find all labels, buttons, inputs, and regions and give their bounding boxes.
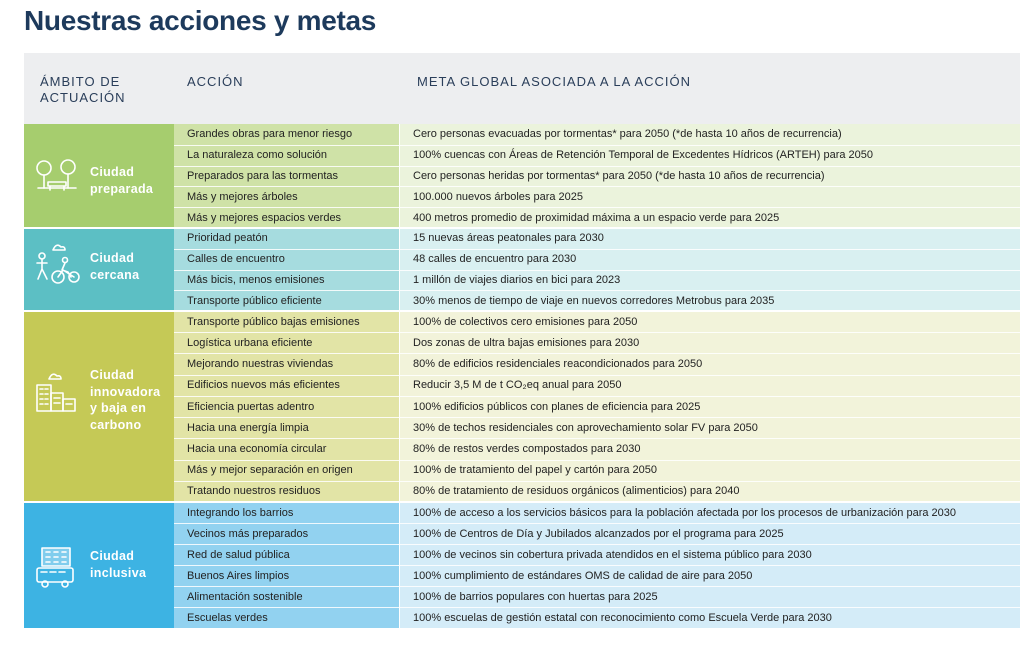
action-cell: Más bicis, menos emisiones — [187, 273, 325, 286]
row-divider — [174, 290, 1020, 291]
column-divider — [399, 502, 400, 628]
meta-cell: 80% de restos verdes compostados para 2030 — [413, 442, 641, 455]
table-row — [174, 270, 1020, 290]
table-row — [174, 418, 1020, 438]
table-row — [174, 460, 1020, 480]
header-ambito: ÁMBITO DE ACTUACIÓN — [40, 74, 126, 105]
meta-cell: 100% de acceso a los servicios básicos para la población afectada por los procesos de urbanización para 2030 — [413, 506, 957, 519]
meta-cell: 100% de vecinos sin cobertura privada atendidos en el sistema público para 2030 — [413, 548, 812, 561]
meta-cell: 100% de Centros de Día y Jubilados alcanzados por el programa para 2025 — [413, 527, 784, 540]
action-cell: Tratando nuestros residuos — [187, 485, 321, 498]
meta-cell: 100% edificios públicos con planes de eficiencia para 2025 — [413, 400, 701, 413]
group-label: Ciudad preparada — [90, 165, 154, 196]
action-cell: Prioridad peatón — [187, 232, 268, 245]
meta-cell: 15 nuevas áreas peatonales para 2030 — [413, 232, 604, 245]
row-divider — [174, 396, 1020, 397]
action-cell: Alimentación sostenible — [187, 590, 303, 603]
column-divider — [399, 311, 400, 502]
action-cell: La naturaleza como solución — [187, 149, 328, 162]
header-meta: META GLOBAL ASOCIADA A LA ACCIÓN — [417, 74, 692, 89]
trees-bench-icon — [34, 158, 80, 203]
table-row — [174, 208, 1020, 228]
meta-cell: 48 calles de encuentro para 2030 — [413, 253, 577, 266]
row-divider — [174, 186, 1020, 187]
meta-cell: Dos zonas de ultra bajas emisiones para 2030 — [413, 336, 640, 349]
table-row — [174, 145, 1020, 165]
meta-cell: 30% de techos residenciales con aprovechamiento solar FV para 2050 — [413, 421, 758, 434]
action-cell: Transporte público eficiente — [187, 294, 322, 307]
header-accion: ACCIÓN — [187, 74, 244, 89]
group-side-cell — [24, 311, 174, 502]
group-side-cell — [24, 228, 174, 311]
row-divider — [174, 332, 1020, 333]
table-row — [174, 524, 1020, 544]
row-divider — [174, 375, 1020, 376]
table-row — [174, 545, 1020, 565]
row-divider — [174, 586, 1020, 587]
group-label: Ciudad cercana — [90, 251, 140, 282]
action-cell: Red de salud pública — [187, 548, 290, 561]
meta-cell: 100% cuencas con Áreas de Retención Temporal de Excedentes Hídricos (ARTEH) para 2050 — [413, 149, 874, 162]
meta-cell: 100% escuelas de gestión estatal con reconocimiento como Escuela Verde para 2030 — [413, 611, 832, 624]
meta-cell: 100.000 nuevos árboles para 2025 — [413, 190, 584, 203]
action-cell: Vecinos más preparados — [187, 527, 309, 540]
table-row — [174, 503, 1020, 523]
row-divider — [174, 565, 1020, 566]
group-side-cell — [24, 124, 174, 228]
meta-cell: 1 millón de viajes diarios en bici para 2023 — [413, 273, 621, 286]
table-row — [174, 228, 1020, 248]
row-divider — [174, 249, 1020, 250]
action-cell: Calles de encuentro — [187, 253, 285, 266]
buildings-icon — [34, 371, 80, 420]
table-row — [174, 439, 1020, 459]
row-divider — [174, 438, 1020, 439]
group-separator — [24, 227, 1020, 229]
column-divider — [399, 228, 400, 311]
table-row — [174, 375, 1020, 395]
action-cell: Edificios nuevos más eficientes — [187, 379, 340, 392]
action-cell: Hacia una energía limpia — [187, 421, 309, 434]
action-cell: Buenos Aires limpios — [187, 569, 290, 582]
meta-cell: 100% de colectivos cero emisiones para 2050 — [413, 315, 638, 328]
group-2 — [24, 228, 1020, 311]
row-divider — [174, 145, 1020, 146]
meta-cell: 80% de tratamiento de residuos orgánicos (alimenticios) para 2040 — [413, 485, 740, 498]
meta-cell: 80% de edificios residenciales reacondicionados para 2050 — [413, 358, 703, 371]
action-cell: Escuelas verdes — [187, 611, 268, 624]
table-row — [174, 187, 1020, 207]
action-cell: Más y mejor separación en origen — [187, 464, 353, 477]
row-divider — [174, 523, 1020, 524]
page-title: Nuestras acciones y metas — [24, 5, 377, 36]
action-cell: Preparados para las tormentas — [187, 170, 339, 182]
action-cell: Más y mejores espacios verdes — [187, 211, 342, 224]
action-cell: Grandes obras para menor riesgo — [187, 128, 353, 141]
action-cell: Hacia una economía circular — [187, 442, 327, 455]
action-cell: Transporte público bajas emisiones — [187, 315, 360, 328]
row-divider — [174, 417, 1020, 418]
table-row — [174, 354, 1020, 374]
table-row — [174, 166, 1020, 186]
table-row — [174, 124, 1020, 144]
actions-goals-table — [24, 53, 1020, 628]
meta-cell: 100% cumplimiento de estándares OMS de calidad de aire para 2050 — [413, 569, 753, 582]
row-divider — [174, 460, 1020, 461]
meta-cell: 100% de tratamiento del papel y cartón para 2050 — [413, 464, 657, 477]
table-row — [174, 397, 1020, 417]
table-row — [174, 481, 1020, 501]
meta-cell: 30% menos de tiempo de viaje en nuevos corredores Metrobus para 2035 — [413, 294, 775, 307]
action-cell: Mejorando nuestras viviendas — [187, 358, 334, 371]
row-divider — [174, 481, 1020, 482]
group-4 — [24, 502, 1020, 628]
group-label: Ciudad inclusiva — [90, 549, 147, 580]
group-3 — [24, 311, 1020, 502]
group-label: Ciudad innovadora y baja en carbono — [90, 368, 161, 432]
table-row — [174, 587, 1020, 607]
group-separator — [24, 501, 1020, 503]
row-divider — [174, 607, 1020, 608]
meta-cell: Reducir 3,5 M de t CO₂eq anual para 2050 — [413, 379, 622, 392]
community-bus-icon — [34, 546, 80, 595]
table-row — [174, 291, 1020, 311]
meta-cell: Cero personas heridas por tormentas* para 2050 (*de hasta 10 años de recurrencia) — [413, 170, 825, 182]
group-separator — [24, 310, 1020, 312]
table-row — [174, 312, 1020, 332]
action-cell: Logística urbana eficiente — [187, 336, 313, 349]
meta-cell: 400 metros promedio de proximidad máxima a un espacio verde para 2025 — [413, 211, 780, 224]
action-cell: Eficiencia puertas adentro — [187, 400, 315, 413]
action-cell: Integrando los barrios — [187, 506, 294, 519]
action-cell: Más y mejores árboles — [187, 190, 298, 203]
group-side-cell — [24, 502, 174, 628]
table-header — [24, 53, 1020, 125]
group-1 — [24, 124, 1020, 228]
table-row — [174, 608, 1020, 628]
table-row — [174, 566, 1020, 586]
cyclist-pedestrian-icon — [34, 242, 80, 291]
row-divider — [174, 270, 1020, 271]
row-divider — [174, 544, 1020, 545]
meta-cell: 100% de barrios populares con huertas para 2025 — [413, 590, 658, 603]
row-divider — [174, 207, 1020, 208]
column-divider — [399, 124, 400, 228]
row-divider — [174, 353, 1020, 354]
row-divider — [174, 166, 1020, 167]
meta-cell: Cero personas evacuadas por tormentas* para 2050 (*de hasta 10 años de recurrencia) — [413, 128, 842, 141]
table-row — [174, 249, 1020, 269]
table-row — [174, 333, 1020, 353]
